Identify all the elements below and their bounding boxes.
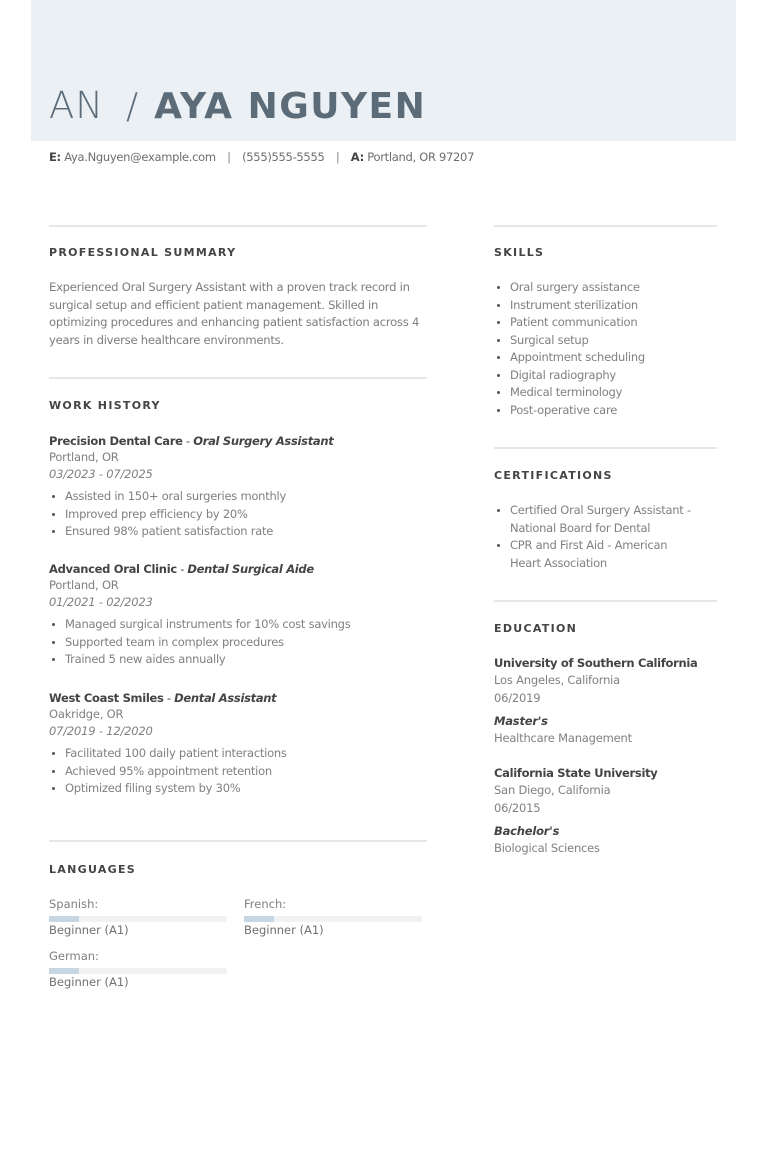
education-entry [494, 655, 719, 748]
job-bullets [49, 616, 429, 669]
list-item: Improved prep efficiency by 20% [49, 506, 429, 524]
language-name: German: [49, 949, 99, 963]
job-dates: 01/2021 - 02/2023 [49, 594, 153, 609]
list-item: Facilitated 100 daily patient interactions [49, 745, 429, 763]
language-level-bar [49, 916, 227, 922]
section-divider [49, 225, 427, 227]
skills-list [494, 279, 719, 419]
company: Advanced Oral Clinic [49, 562, 177, 576]
job-role: Dental Assistant [174, 691, 277, 705]
job-role: Dental Surgical Aide [187, 562, 314, 576]
language-level: Beginner (A1) [49, 975, 129, 989]
language-item [49, 949, 227, 990]
name-separator: / [126, 86, 139, 127]
job-entry [49, 561, 429, 669]
language-name: French: [244, 897, 287, 911]
address: Portland, OR 97207 [367, 150, 475, 164]
name-initials: AN [49, 84, 104, 127]
graduation-date: 06/2019 [494, 690, 541, 705]
section-divider [49, 840, 427, 842]
list-item: Assisted in 150+ oral surgeries monthly [49, 488, 429, 506]
language-name: Spanish: [49, 897, 99, 911]
name-heading [49, 84, 426, 128]
skill-item: Patient communication [494, 314, 719, 332]
company: Precision Dental Care [49, 434, 183, 448]
education-entry [494, 765, 719, 858]
summary-title: PROFESSIONAL SUMMARY [49, 246, 237, 259]
section-divider [494, 447, 717, 449]
skills-title: SKILLS [494, 246, 545, 259]
address-label: A: [350, 150, 364, 164]
list-item: Optimized filing system by 30% [49, 780, 429, 798]
school-name: University of Southern California [494, 656, 698, 670]
skill-item: Post-operative care [494, 402, 719, 420]
contact-separator: | [335, 150, 340, 164]
job-location: Portland, OR [49, 578, 119, 592]
skill-item: Medical terminology [494, 384, 719, 402]
skill-item: Digital radiography [494, 367, 719, 385]
list-item: Supported team in complex procedures [49, 634, 429, 652]
certification-item: CPR and First Aid - American Heart Association [494, 537, 694, 572]
work-history-title: WORK HISTORY [49, 399, 161, 412]
job-entry [49, 433, 429, 541]
job-role: Oral Surgery Assistant [193, 434, 334, 448]
section-divider [494, 225, 717, 227]
field-of-study: Healthcare Management [494, 731, 632, 745]
email-label: E: [49, 150, 61, 164]
field-of-study: Biological Sciences [494, 841, 600, 855]
language-level-fill [49, 968, 79, 974]
education-title: EDUCATION [494, 622, 578, 635]
certification-item: Certified Oral Surgery Assistant - National Board for Dental [494, 502, 694, 537]
job-heading: Advanced Oral Clinic - Dental Surgical Aide [49, 562, 314, 576]
language-item [244, 897, 422, 938]
language-level-fill [49, 916, 79, 922]
job-entry [49, 690, 429, 798]
list-item: Managed surgical instruments for 10% cost savings [49, 616, 429, 634]
phone[interactable]: (555)555-5555 [242, 150, 325, 164]
summary-text: Experienced Oral Surgery Assistant with a proven track record in surgical setup and efficient patient management. Skilled in optimizing procedures and enhancing patient satisfaction across 4 years in diverse healthcare environments. [49, 280, 420, 347]
email[interactable]: Aya.Nguyen@example.com [64, 150, 216, 164]
list-item: Trained 5 new aides annually [49, 651, 429, 669]
skill-item: Instrument sterilization [494, 297, 719, 315]
language-level: Beginner (A1) [244, 923, 324, 937]
job-location: Oakridge, OR [49, 707, 124, 721]
degree: Master's [494, 714, 548, 728]
language-level: Beginner (A1) [49, 923, 129, 937]
section-divider [494, 600, 717, 602]
language-level-bar [244, 916, 422, 922]
graduation-date: 06/2015 [494, 800, 541, 815]
company: West Coast Smiles [49, 691, 164, 705]
languages-title: LANGUAGES [49, 863, 137, 876]
job-dates: 03/2023 - 07/2025 [49, 466, 153, 481]
contact-separator: | [227, 150, 231, 164]
job-bullets [49, 488, 429, 541]
skill-item: Oral surgery assistance [494, 279, 719, 297]
job-bullets [49, 745, 429, 798]
school-location: Los Angeles, California [494, 673, 620, 687]
full-name: AYA NGUYEN [154, 86, 427, 127]
language-level-fill [244, 916, 274, 922]
list-item: Achieved 95% appointment retention [49, 763, 429, 781]
skill-item: Appointment scheduling [494, 349, 719, 367]
list-item: Ensured 98% patient satisfaction rate [49, 523, 429, 541]
language-item [49, 897, 227, 938]
job-dates: 07/2019 - 12/2020 [49, 723, 153, 738]
section-divider [49, 377, 427, 379]
job-location: Portland, OR [49, 450, 119, 464]
certifications-list [494, 502, 694, 572]
school-name: California State University [494, 766, 658, 780]
degree: Bachelor's [494, 824, 560, 838]
contact-line [49, 150, 474, 164]
skill-item: Surgical setup [494, 332, 719, 350]
job-heading: Precision Dental Care - Oral Surgery Assistant [49, 434, 334, 448]
certifications-title: CERTIFICATIONS [494, 469, 613, 482]
language-level-bar [49, 968, 227, 974]
school-location: San Diego, California [494, 783, 611, 797]
job-heading: West Coast Smiles - Dental Assistant [49, 691, 277, 705]
